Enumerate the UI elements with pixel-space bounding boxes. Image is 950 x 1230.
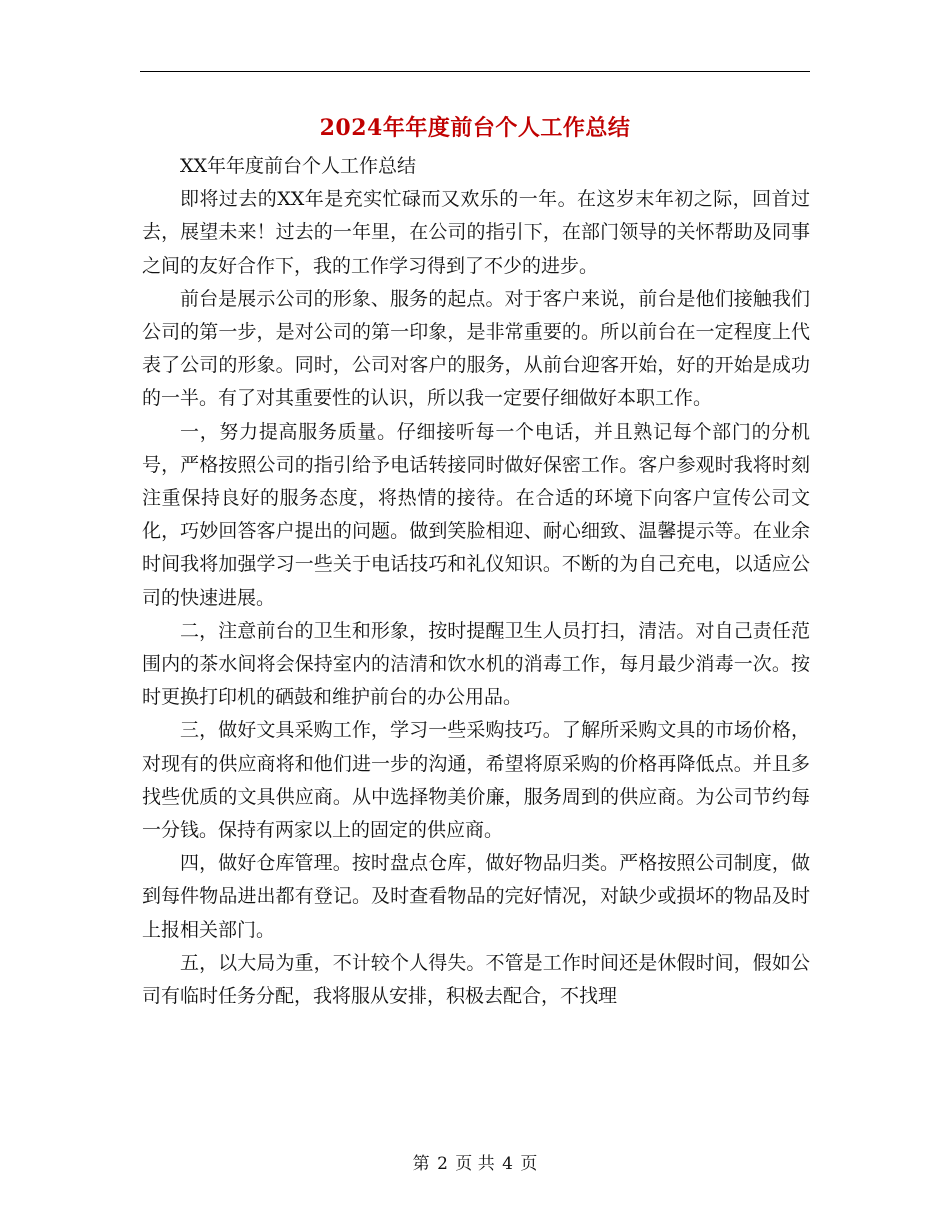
document-title: 2024年年度前台个人工作总结: [319, 115, 631, 141]
footer-prefix: 第: [412, 1154, 430, 1174]
point-five-paragraph: 五，以大局为重，不计较个人得失。不管是工作时间还是休假时间，假如公司有临时任务分配，我将服从安排，积极去配合，不找理: [142, 951, 810, 1008]
page-number: 2: [437, 1154, 448, 1174]
document-body: [142, 150, 810, 1013]
intro-paragraph: 即将过去的XX年是充实忙碌而又欢乐的一年。在这岁末年初之际，回首过去，展望未来！过去的一年里，在公司的指引下，在部门领导的关怀帮助及同事之间的友好合作下，我的工作学习得到了不少的进步。: [142, 188, 810, 277]
subtitle-paragraph: XX年年度前台个人工作总结: [180, 155, 417, 177]
footer-middle: 页 共: [455, 1154, 495, 1174]
footer-suffix: 页: [520, 1154, 538, 1174]
header-rule: [140, 71, 810, 72]
page-total: 4: [502, 1154, 513, 1174]
point-one-paragraph: 一，努力提高服务质量。仔细接听每一个电话，并且熟记每个部门的分机号，严格按照公司的指引给予电话转接同时做好保密工作。客户参观时我将时刻注重保持良好的服务态度，将热情的接待。在合适的环境下向客户宣传公司文化，巧妙回答客户提出的问题。做到笑脸相迎、耐心细致、温馨提示等。在业余时间我将加强学习一些关于电话技巧和礼仪知识。不断的为自己充电，以适应公司的快速进展。: [142, 420, 810, 609]
point-three-paragraph: 三，做好文具采购工作，学习一些采购技巧。了解所采购文具的市场价格，对现有的供应商将和他们进一步的沟通，希望将原采购的价格再降低点。并且多找些优质的文具供应商。从中选择物美价廉，服务周到的供应商。为公司节约每一分钱。保持有两家以上的固定的供应商。: [142, 719, 810, 842]
front-desk-role-paragraph: 前台是展示公司的形象、服务的起点。对于客户来说，前台是他们接触我们公司的第一步，是对公司的第一印象，是非常重要的。所以前台在一定程度上代表了公司的形象。同时，公司对客户的服务，从前台迎客开始，好的开始是成功的一半。有了对其重要性的认识，所以我一定要仔细做好本职工作。: [142, 287, 810, 410]
point-four-paragraph: 四，做好仓库管理。按时盘点仓库，做好物品归类。严格按照公司制度，做到每件物品进出都有登记。及时查看物品的完好情况，对缺少或损坏的物品及时上报相关部门。: [142, 852, 810, 941]
page-footer: [0, 1152, 950, 1176]
point-two-paragraph: 二，注意前台的卫生和形象，按时提醒卫生人员打扫，清洁。对自己责任范围内的茶水间将会保持室内的洁清和饮水机的消毒工作，每月最少消毒一次。按时更换打印机的硒鼓和维护前台的办公用品。: [142, 619, 810, 709]
